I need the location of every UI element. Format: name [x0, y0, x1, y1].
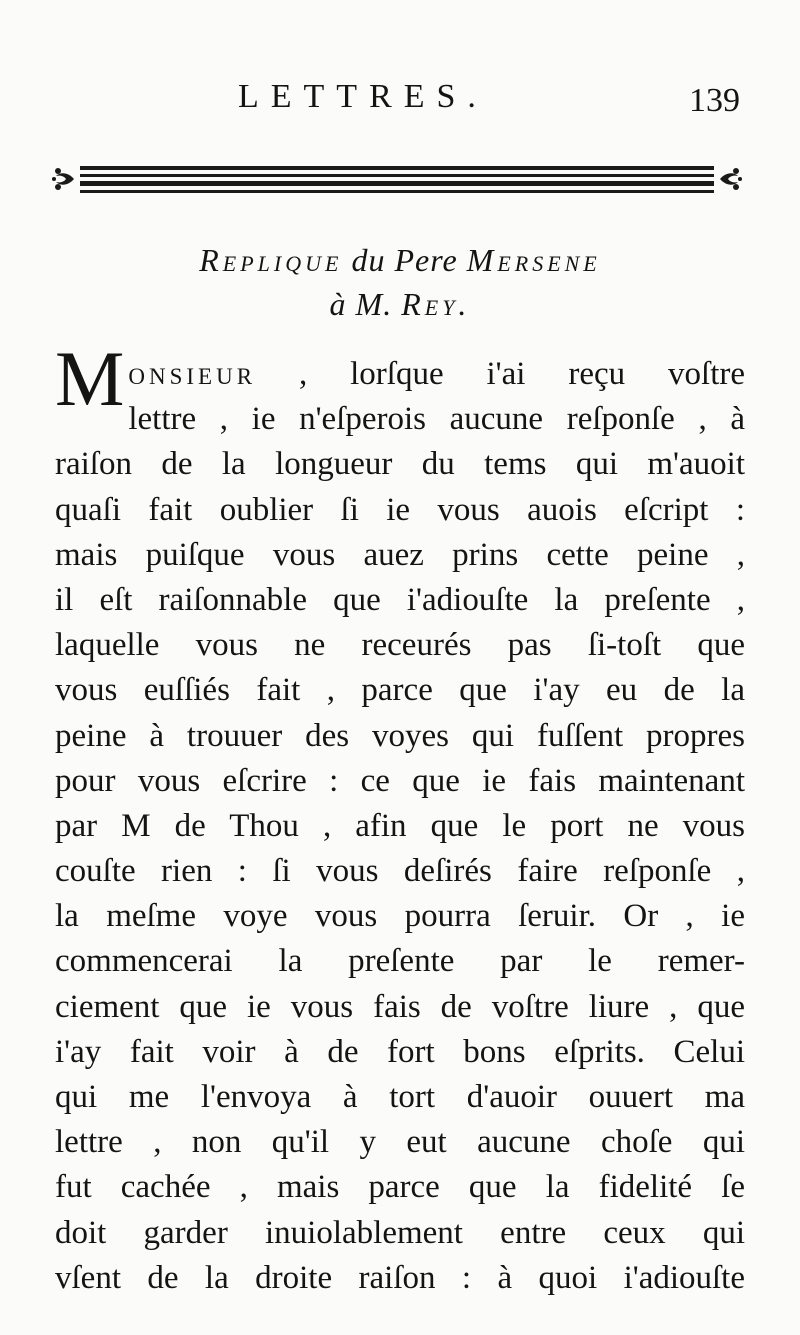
heading-word: à — [329, 286, 347, 322]
body-lines — [55, 397, 745, 1301]
heading-word: Rey. — [401, 286, 471, 322]
running-title: LETTRES. — [238, 78, 488, 115]
body-line: ciement que ie vous fais de voſtre liure , que — [55, 988, 745, 1025]
body-line: fut cachée , mais parce que la fidelité ſe — [55, 1169, 745, 1206]
body-line: laquelle vous ne receurés pas ſi-toſt que — [55, 627, 745, 664]
body-line: vſent de la droite raiſon : à quoi i'adiouſte — [55, 1259, 745, 1296]
first-line-text: , lorſque i'ai reçu voſtre — [298, 356, 745, 392]
drop-cap: M — [55, 335, 125, 422]
fleuron-icon — [716, 162, 742, 196]
body-line: la meſme voye vous pourra ſeruir. Or , ie — [55, 898, 745, 935]
heading-word: du — [351, 242, 386, 278]
heading-word: Mersene — [466, 242, 601, 278]
heading-line-1 — [0, 238, 800, 282]
body-line: peine à trouuer des voyes qui fuſſent propres — [55, 717, 745, 754]
heading-word: Pere — [394, 242, 458, 278]
body-line: quaſi fait oublier ſi ie vous auois eſcript : — [55, 491, 745, 528]
body-line: mais puiſque vous auez prins cette peine , — [55, 536, 745, 573]
rule-line — [80, 174, 714, 177]
body-line: pour vous eſcrire : ce que ie fais maintenant — [55, 762, 745, 799]
body-line: lettre , non qu'il y eut aucune choſe qui — [55, 1124, 745, 1161]
body-line: doit garder inuiolablement entre ceux qui — [55, 1214, 745, 1251]
body-line: qui me l'envoya à tort d'auoir ouuert ma — [55, 1079, 745, 1115]
body-line: vous euſſiés fait , parce que i'ay eu de la — [55, 672, 745, 709]
body-line: commencerai la preſente par le remer- — [55, 943, 745, 980]
body-line — [55, 340, 745, 397]
page-header — [0, 78, 800, 138]
rule-line — [80, 190, 714, 193]
fleuron-icon — [52, 162, 78, 196]
ornamental-rule — [52, 160, 742, 200]
body-line: i'ay fait voir à de fort bons eſprits. Celui — [55, 1033, 745, 1070]
letter-body — [55, 335, 745, 1301]
heading-word: Replique — [199, 242, 343, 278]
rule-line — [80, 166, 714, 170]
letter-heading — [0, 238, 800, 326]
rule-line — [80, 181, 714, 186]
body-line: raiſon de la longueur du tems qui m'auoit — [55, 446, 745, 483]
body-line: par M de Thou , afin que le port ne vous — [55, 807, 745, 844]
page-number: 139 — [689, 82, 740, 119]
body-line: couſte rien : ſi vous deſirés faire reſponſe , — [55, 853, 745, 890]
salutation-word: onsieur — [128, 356, 257, 392]
body-line: il eſt raiſonnable que i'adiouſte la preſente , — [55, 581, 745, 618]
body-line: lettre , ie n'eſperois aucune reſponſe , à — [128, 401, 745, 438]
heading-word: M. — [355, 286, 393, 322]
heading-line-2 — [0, 282, 800, 326]
